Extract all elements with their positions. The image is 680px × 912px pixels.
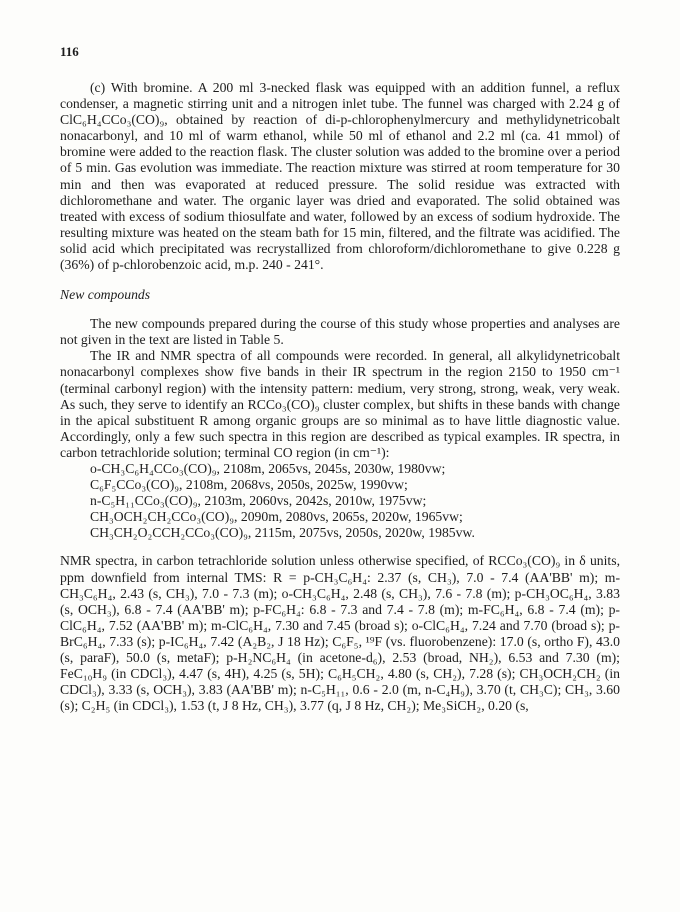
page-number: 116 [60, 44, 79, 59]
new-compounds-intro-paragraph: The new compounds prepared during the course of this study whose properties and analyses are not given in the text are listed in Table 5. [60, 316, 620, 348]
bromine-procedure-paragraph: (c) With bromine. A 200 ml 3-necked flask was equipped with an addition funnel, a reflux condenser, a magnetic stirring unit and a nitrogen inlet tube. The funnel was charged with 2.24 g of ClC₆H₄CCo₃(CO)₉, obtained by reaction of di-p-chlorophenylmercury and methylidynetricobalt nonacarbonyl, and 10 ml of warm ethanol, while 50 ml of ethanol and 2.2 ml (ca. 41 mmol) of bromine were added to the reaction flask. The cluster solution was added to the bromine over a period of 5 min. Gas evolution was immediate. The reaction mixture was stirred at room temperature for 30 min and then was evaporated at reduced pressure. The solid residue was extracted with dichloromethane and water. The organic layer was dried and evaporated. The solid obtained was treated with excess of sodium thiosulfate and water, followed by an excess of sodium hydroxide. The resulting mixture was heated on the steam bath for 15 min, filtered, and the filtrate was acidified. The solid acid which precipitated was recrystallized from chloroform/dichloromethane to give 0.228 g (36%) of p-chlorobenzoic acid, m.p. 240 - 241°. [60, 80, 620, 273]
nmr-paragraph: NMR spectra, in carbon tetrachloride solution unless otherwise specified, of RCCo₃(CO)₉ in δ units, ppm downfield from internal TMS: R = p-CH₃C₆H₄: 2.37 (s, CH₃), 7.0 - 7.4 (AA'BB' m); m-CH₃C₆H₄, 2.43 (s, CH₃), 7.0 - 7.3 (m); o-CH₃C₆H₄, 2.48 (s, CH₃), 7.6 - 7.8 (m); p-CH₃OC₆H₄, 3.83 (s, OCH₃), 6.8 - 7.4 (AA'BB' m); p-FC₆H₄: 6.8 - 7.3 and 7.4 - 7.8 (m); m-FC₆H₄, 6.8 - 7.4 (m); p-ClC₆H₄, 7.52 (AA'BB' m); m-ClC₆H₄, 7.30 and 7.45 (broad s); o-ClC₆H₄, 7.24 and 7.70 (broad s); p-BrC₆H₄, 7.33 (s); p-IC₆H₄, 7.42 (A₂B₂, J 18 Hz); C₆F₅, ¹⁹F (vs. fluorobenzene): 17.0 (s, ortho F), 43.0 (s, paraF), 50.0 (s, metaF); p-H₂NC₆H₄ (in acetone-d₆), 2.53 (broad, NH₂), 6.53 and 7.30 (m); FeC₁₀H₉ (in CDCl₃), 4.47 (s, 4H), 4.25 (s, 5H); C₆H₅CH₂, 4.80 (s, CH₂), 7.28 (s); CH₃OCH₂CH₂ (in CDCl₃), 3.33 (s, OCH₃), 3.83 (AA'BB' m); n-C₅H₁₁, 0.6 - 2.0 (m, n-C₄H₉), 3.70 (t, CH₃C); CH₃, 3.60 (s); C₂H₅ (in CDCl₃), 1.53 (t, J 8 Hz, CH₃), 3.77 (q, J 8 Hz, CH₂); Me₃SiCH₂, 0.20 (s, [60, 553, 620, 714]
ir-example-item: n-C₅H₁₁CCo₃(CO)₉, 2103m, 2060vs, 2042s, 2010w, 1975vw; [90, 493, 427, 509]
ir-examples-list [60, 461, 620, 541]
page-body [60, 80, 620, 714]
section-heading-new-compounds: New compounds [60, 287, 151, 303]
paragraph-spacer [60, 541, 620, 553]
ir-example-item: o-CH₃C₆H₄CCo₃(CO)₉, 2108m, 2065vs, 2045s, 2030w, 1980vw; [90, 460, 446, 476]
ir-nmr-paragraph: The IR and NMR spectra of all compounds were recorded. In general, all alkylidynetricobalt nonacarbonyl complexes show five bands in their IR spectrum in the region 2150 to 1950 cm⁻¹ (terminal carbonyl region) with the intensity pattern: medium, very strong, strong, weak, very weak. As such, they serve to identify an RCCo₃(CO)₉ cluster complex, but shifts in these bands with change in the apical substituent R among organic groups are so minimal as to have little diagnostic value. Accordingly, only a few such spectra in this region are described as typical examples. IR spectra, in carbon tetrachloride solution; terminal CO region (in cm⁻¹): [60, 348, 620, 460]
ir-example-item: CH₃CH₂O₂CCH₂CCo₃(CO)₉, 2115m, 2075vs, 2050s, 2020w, 1985vw. [90, 525, 475, 541]
ir-example-item: C₆F₅CCo₃(CO)₉, 2108m, 2068vs, 2050s, 2025w, 1990vw; [90, 477, 408, 493]
ir-example-item: CH₃OCH₂CH₂CCo₃(CO)₉, 2090m, 2080vs, 2065s, 2020w, 1965vw; [90, 509, 463, 525]
